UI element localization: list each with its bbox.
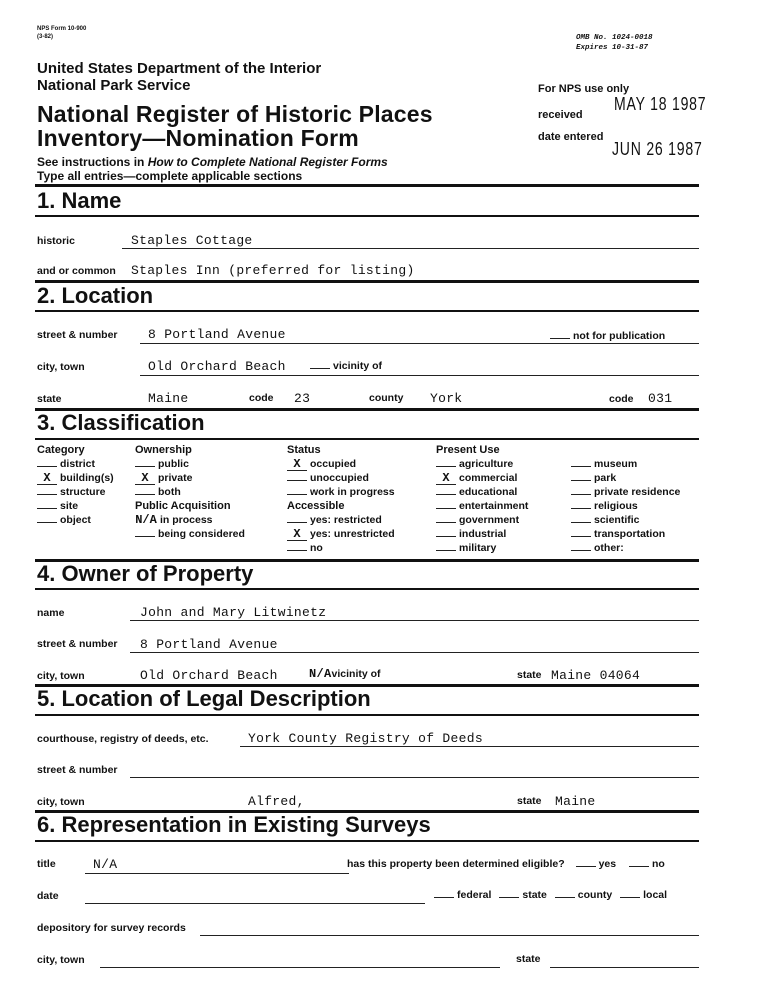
use-industrial[interactable] xyxy=(436,527,528,541)
ownership-heading: Ownership xyxy=(135,444,192,456)
acquisition-being-considered[interactable] xyxy=(135,527,245,541)
option-label: site xyxy=(60,500,79,512)
present-use-group xyxy=(436,444,528,555)
option-label: no xyxy=(310,542,323,554)
option-label: religious xyxy=(594,500,638,512)
status-unoccupied[interactable] xyxy=(287,471,395,485)
checkbox-mark xyxy=(37,494,57,495)
checkbox-mark xyxy=(436,508,456,509)
vicinity-label: vicinity of xyxy=(333,360,383,372)
received-label: received xyxy=(538,109,583,121)
status-occupied[interactable] xyxy=(287,457,395,471)
use-government[interactable] xyxy=(436,513,528,527)
status-heading: Status xyxy=(287,444,321,456)
use-museum[interactable] xyxy=(571,457,680,471)
checkbox-blank[interactable] xyxy=(434,897,454,898)
common-value: Staples Inn (preferred for listing) xyxy=(131,263,415,278)
category-object[interactable] xyxy=(37,513,114,527)
common-label: and or common xyxy=(37,265,116,277)
form-title-line2: Inventory—Nomination Form xyxy=(37,125,359,151)
survey-title-label: title xyxy=(37,858,56,870)
field-rule xyxy=(100,967,500,968)
acquisition-in-process[interactable] xyxy=(135,513,245,527)
historic-value: Staples Cottage xyxy=(131,233,253,248)
use-entertainment[interactable] xyxy=(436,499,528,513)
category-group xyxy=(37,444,114,527)
checkbox-mark: X xyxy=(135,473,155,485)
county-label: county xyxy=(369,392,404,404)
use-transportation[interactable] xyxy=(571,527,680,541)
accessible-restricted[interactable] xyxy=(287,513,395,527)
category-site[interactable] xyxy=(37,499,114,513)
option-label: occupied xyxy=(310,458,357,470)
section-divider xyxy=(35,588,699,590)
ownership-public[interactable] xyxy=(135,457,245,471)
checkbox-mark: X xyxy=(287,459,307,471)
option-label: public xyxy=(158,458,189,470)
date-entered-stamp: JUN 26 1987 xyxy=(612,139,703,159)
eligible-label: has this property been determined eligible? xyxy=(347,858,565,870)
survey-date-label: date xyxy=(37,890,59,902)
date-entered-label: date entered xyxy=(538,131,604,143)
field-rule xyxy=(140,343,699,344)
checkbox-blank xyxy=(550,338,570,339)
field-rule xyxy=(200,935,699,936)
courthouse-value: York County Registry of Deeds xyxy=(248,731,483,746)
option-label: both xyxy=(158,486,181,498)
checkbox-mark xyxy=(571,494,591,495)
checkbox-mark xyxy=(135,536,155,537)
not-for-publication-label: not for publication xyxy=(573,330,666,342)
field-rule xyxy=(550,967,699,968)
field-rule xyxy=(140,375,699,376)
use-educational[interactable] xyxy=(436,485,528,499)
form-number: NPS Form 10-900 xyxy=(37,26,87,32)
checkbox-blank[interactable] xyxy=(555,897,575,898)
owner-city-value: Old Orchard Beach xyxy=(140,668,278,683)
checkbox-blank[interactable] xyxy=(576,866,596,867)
option-label: transportation xyxy=(594,528,666,540)
accessible-heading: Accessible xyxy=(287,500,345,512)
state-label: state xyxy=(37,393,62,405)
code-value: 23 xyxy=(294,391,311,406)
survey-state-label: state xyxy=(516,953,541,965)
legal-city-value: Alfred, xyxy=(248,794,305,809)
checkbox-mark xyxy=(436,466,456,467)
survey-city-label: city, town xyxy=(37,954,85,966)
section-4-title: 4. Owner of Property xyxy=(37,561,254,586)
checkbox-mark xyxy=(436,536,456,537)
checkbox-mark xyxy=(37,508,57,509)
yes-label: yes xyxy=(598,858,617,870)
survey-level-options xyxy=(434,889,667,901)
option-label: being considered xyxy=(158,528,245,540)
option-label: structure xyxy=(60,486,106,498)
option-label: district xyxy=(60,458,96,470)
department-name: United States Department of the Interior xyxy=(37,60,322,77)
instructions-line1 xyxy=(37,155,388,169)
section-divider xyxy=(35,714,699,716)
option-label: private xyxy=(158,472,193,484)
checkbox-mark xyxy=(287,550,307,551)
owner-state-label: state xyxy=(517,669,542,681)
owner-vicinity xyxy=(309,667,381,681)
option-label: in process xyxy=(160,514,213,526)
vicinity-label: vicinity of xyxy=(331,668,381,680)
form-title-line1: National Register of Historic Places xyxy=(37,101,433,127)
section-2-title: 2. Location xyxy=(37,283,154,308)
use-commercial[interactable] xyxy=(436,471,528,485)
option-label: educational xyxy=(459,486,518,498)
category-structure[interactable] xyxy=(37,485,114,499)
received-stamp: MAY 18 1987 xyxy=(614,94,707,114)
owner-city-label: city, town xyxy=(37,670,85,682)
accessible-no[interactable] xyxy=(287,541,395,555)
section-6-title: 6. Representation in Existing Surveys xyxy=(37,812,431,837)
form-revision: (3-82) xyxy=(37,34,54,40)
category-heading: Category xyxy=(37,444,85,456)
use-agriculture[interactable] xyxy=(436,457,528,471)
section-1-title: 1. Name xyxy=(37,188,122,213)
checkbox-mark xyxy=(37,522,57,523)
checkbox-blank[interactable] xyxy=(629,866,649,867)
checkbox-mark xyxy=(37,466,57,467)
section-divider xyxy=(35,840,699,842)
instructions-line2: Type all entries—complete applicable sections xyxy=(37,169,303,183)
option-label: private residence xyxy=(594,486,681,498)
instructions-prefix: See instructions in xyxy=(37,155,148,169)
use-religious[interactable] xyxy=(571,499,680,513)
ownership-group xyxy=(135,444,245,541)
checkbox-mark xyxy=(287,480,307,481)
option-label: other: xyxy=(594,542,624,554)
option-label: agriculture xyxy=(459,458,514,470)
checkbox-mark: X xyxy=(37,473,57,485)
checkbox-mark xyxy=(436,494,456,495)
checkbox-mark xyxy=(135,466,155,467)
section-divider xyxy=(35,215,699,217)
use-park[interactable] xyxy=(571,471,680,485)
eligible-question xyxy=(347,858,665,870)
legal-state-value: Maine xyxy=(555,794,596,809)
not-for-publication xyxy=(550,330,665,342)
use-military[interactable] xyxy=(436,541,528,555)
survey-title-value: N/A xyxy=(93,857,118,872)
checkbox-mark: X xyxy=(436,473,456,485)
option-label: commercial xyxy=(459,472,518,484)
checkbox-mark xyxy=(436,550,456,551)
checkbox-blank[interactable] xyxy=(499,897,519,898)
option-label: park xyxy=(594,472,617,484)
option-label: government xyxy=(459,514,520,526)
option-label: entertainment xyxy=(459,500,529,512)
checkbox-mark xyxy=(571,522,591,523)
ownership-both[interactable] xyxy=(135,485,245,499)
legal-street-label: street & number xyxy=(37,764,118,776)
legal-city-label: city, town xyxy=(37,796,85,808)
owner-street-value: 8 Portland Avenue xyxy=(140,637,278,652)
county-code-value: 031 xyxy=(648,391,673,406)
status-group xyxy=(287,444,395,555)
county-code-label: code xyxy=(609,393,634,405)
checkbox-mark xyxy=(436,522,456,523)
ownership-private[interactable] xyxy=(135,471,245,485)
nps-use-label: For NPS use only xyxy=(538,83,630,95)
category-district[interactable] xyxy=(37,457,114,471)
field-rule xyxy=(85,873,349,874)
state-option-label: state xyxy=(522,889,547,901)
accessible-unrestricted[interactable] xyxy=(287,527,395,541)
field-rule xyxy=(130,620,699,621)
use-private-residence[interactable] xyxy=(571,485,680,499)
code-label: code xyxy=(249,392,274,404)
checkbox-blank xyxy=(310,368,330,369)
service-name: National Park Service xyxy=(37,77,191,94)
checkbox-mark xyxy=(135,494,155,495)
field-rule xyxy=(122,248,699,249)
option-label: unoccupied xyxy=(310,472,369,484)
field-rule xyxy=(85,903,425,904)
depository-label: depository for survey records xyxy=(37,922,186,934)
field-rule xyxy=(130,777,699,778)
checkbox-mark xyxy=(571,508,591,509)
field-rule xyxy=(240,746,699,747)
checkbox-blank[interactable] xyxy=(620,897,640,898)
street-label: street & number xyxy=(37,329,118,341)
section-divider xyxy=(35,184,699,187)
checkbox-mark xyxy=(571,480,591,481)
historic-label: historic xyxy=(37,235,75,247)
city-label: city, town xyxy=(37,361,85,373)
section-5-title: 5. Location of Legal Description xyxy=(37,686,371,711)
county-label: county xyxy=(577,889,613,901)
instructions-guide-title: How to Complete National Register Forms xyxy=(147,155,388,169)
section-divider xyxy=(35,438,699,440)
use-scientific[interactable] xyxy=(571,513,680,527)
checkbox-mark: N/A xyxy=(135,513,157,527)
owner-name-label: name xyxy=(37,607,65,619)
owner-name-value: John and Mary Litwinetz xyxy=(140,605,327,620)
vicinity-mark: N/A xyxy=(309,667,332,681)
option-label: industrial xyxy=(459,528,507,540)
option-label: building(s) xyxy=(60,472,114,484)
checkbox-mark xyxy=(287,494,307,495)
checkbox-mark xyxy=(287,522,307,523)
option-label: military xyxy=(459,542,497,554)
city-value: Old Orchard Beach xyxy=(148,359,286,374)
street-value: 8 Portland Avenue xyxy=(148,327,286,342)
federal-label: federal xyxy=(457,889,492,901)
no-label: no xyxy=(652,858,665,870)
omb-number: OMB No. 1024-0018 xyxy=(576,34,653,42)
category-buildings[interactable] xyxy=(37,471,114,485)
present-use-heading: Present Use xyxy=(436,444,500,456)
county-value: York xyxy=(430,391,463,406)
checkbox-mark xyxy=(571,536,591,537)
courthouse-label: courthouse, registry of deeds, etc. xyxy=(37,733,209,745)
option-label: yes: unrestricted xyxy=(310,528,395,540)
use-other[interactable] xyxy=(571,541,680,555)
owner-state-value: Maine 04064 xyxy=(551,668,641,683)
field-rule xyxy=(130,652,699,653)
present-use-group-2 xyxy=(571,457,680,555)
option-label: scientific xyxy=(594,514,640,526)
checkbox-mark xyxy=(571,466,591,467)
option-label: object xyxy=(60,514,91,526)
acquisition-heading: Public Acquisition xyxy=(135,500,231,512)
owner-street-label: street & number xyxy=(37,638,118,650)
legal-state-label: state xyxy=(517,795,542,807)
section-3-title: 3. Classification xyxy=(37,410,205,435)
option-label: museum xyxy=(594,458,638,470)
status-work-in-progress[interactable] xyxy=(287,485,395,499)
option-label: yes: restricted xyxy=(310,514,382,526)
section-divider xyxy=(35,310,699,312)
checkbox-mark xyxy=(571,550,591,551)
state-value: Maine xyxy=(148,391,189,406)
vicinity xyxy=(310,360,382,372)
checkbox-mark: X xyxy=(287,529,307,541)
omb-expires: Expires 10-31-87 xyxy=(576,44,649,52)
option-label: work in progress xyxy=(310,486,395,498)
local-label: local xyxy=(643,889,668,901)
